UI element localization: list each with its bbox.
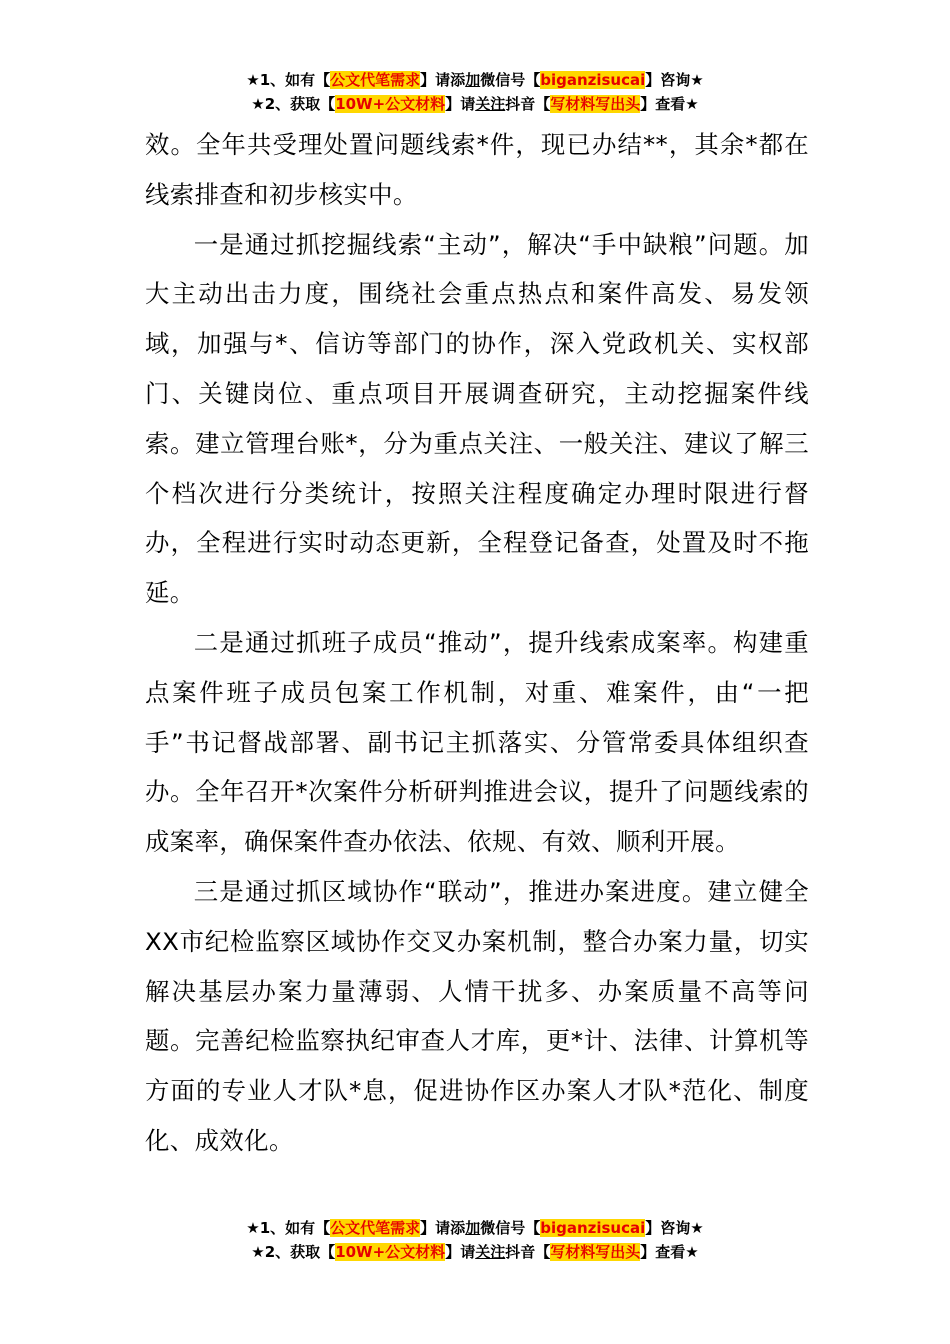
banner-text: 】请 (445, 1243, 476, 1261)
footer-banner (0, 1216, 950, 1264)
highlight-materials: 10W+公文材料 (335, 95, 446, 113)
highlight-wechat-id: biganzisucai (540, 1219, 646, 1237)
banner-text: 】查看★ (640, 1243, 699, 1261)
banner-text: 】请添 (420, 1219, 466, 1237)
banner-text: 微信号【 (480, 1219, 541, 1237)
paragraph-continuation: 效。全年共受理处置问题线索*件，现已办结**，其余*都在线索排查和初步核实中。 (145, 130, 809, 209)
banner-text-underlined: 加 (465, 1219, 481, 1237)
banner-line-1 (0, 68, 950, 92)
banner-text-underlined: 关注 (475, 1243, 506, 1261)
banner-text: 2、获取【 (264, 1243, 336, 1261)
banner-text: 1、如有【 (259, 1219, 331, 1237)
banner-text: 抖音【 (505, 95, 551, 113)
highlight-douyin: 写材料写出头 (550, 1243, 641, 1261)
banner-text: 】查看★ (640, 95, 699, 113)
banner-text: 抖音【 (505, 1243, 551, 1261)
banner-line-1 (0, 1216, 950, 1240)
paragraph-two: 二是通过抓班子成员“推动”，提升线索成案率。构建重点案件班子成员包案工作机制，对重、难案件，由“一把手”书记督战部署、副书记主抓落实、分管常委具体组织查办。全年召开*次案件分析研判推进会议，提升了问题线索的成案率，确保案件查办依法、依规、有效、顺利开展。 (145, 627, 809, 857)
paragraph-three: 三是通过抓区域协作“联动”，推进办案进度。建立健全XX市纪检监察区域协作交叉办案机制，整合办案力量，切实解决基层办案力量薄弱、人情干扰多、办案质量不高等问题。完善纪检监察执纪审查人才库，更*计、法律、计算机等方面的专业人才队*息，促进协作区办案人才队*范化、制度化、成效化。 (145, 876, 809, 1155)
banner-text: 1、如有【 (259, 71, 331, 89)
banner-text-underlined: 关注 (475, 95, 506, 113)
highlight-wechat-id: biganzisucai (540, 71, 646, 89)
star-icon: ★ (246, 1219, 260, 1237)
banner-line-2 (0, 1240, 950, 1264)
document-body (145, 120, 809, 1166)
banner-text: 】请添 (420, 71, 466, 89)
star-icon: ★ (251, 95, 265, 113)
banner-text-underlined: 加 (465, 71, 481, 89)
highlight-materials: 10W+公文材料 (335, 1243, 446, 1261)
banner-text: 】请 (445, 95, 476, 113)
highlight-service: 公文代笔需求 (330, 71, 421, 89)
highlight-douyin: 写材料写出头 (550, 95, 641, 113)
star-icon: ★ (251, 1243, 265, 1261)
star-icon: ★ (246, 71, 260, 89)
banner-text: 】咨询★ (645, 1219, 704, 1237)
highlight-service: 公文代笔需求 (330, 1219, 421, 1237)
banner-line-2 (0, 92, 950, 116)
paragraph-one: 一是通过抓挖掘线索“主动”，解决“手中缺粮”问题。加大主动出击力度，围绕社会重点热点和案件高发、易发领域，加强与*、信访等部门的协作，深入党政机关、实权部门、关键岗位、重点项目开展调查研究，主动挖掘案件线索。建立管理台账*，分为重点关注、一般关注、建议了解三个档次进行分类统计，按照关注程度确定办理时限进行督办，全程进行实时动态更新，全程登记备查，处置及时不拖延。 (145, 229, 809, 608)
banner-text: 微信号【 (480, 71, 541, 89)
banner-text: 】咨询★ (645, 71, 704, 89)
banner-text: 2、获取【 (264, 95, 336, 113)
header-banner (0, 68, 950, 116)
